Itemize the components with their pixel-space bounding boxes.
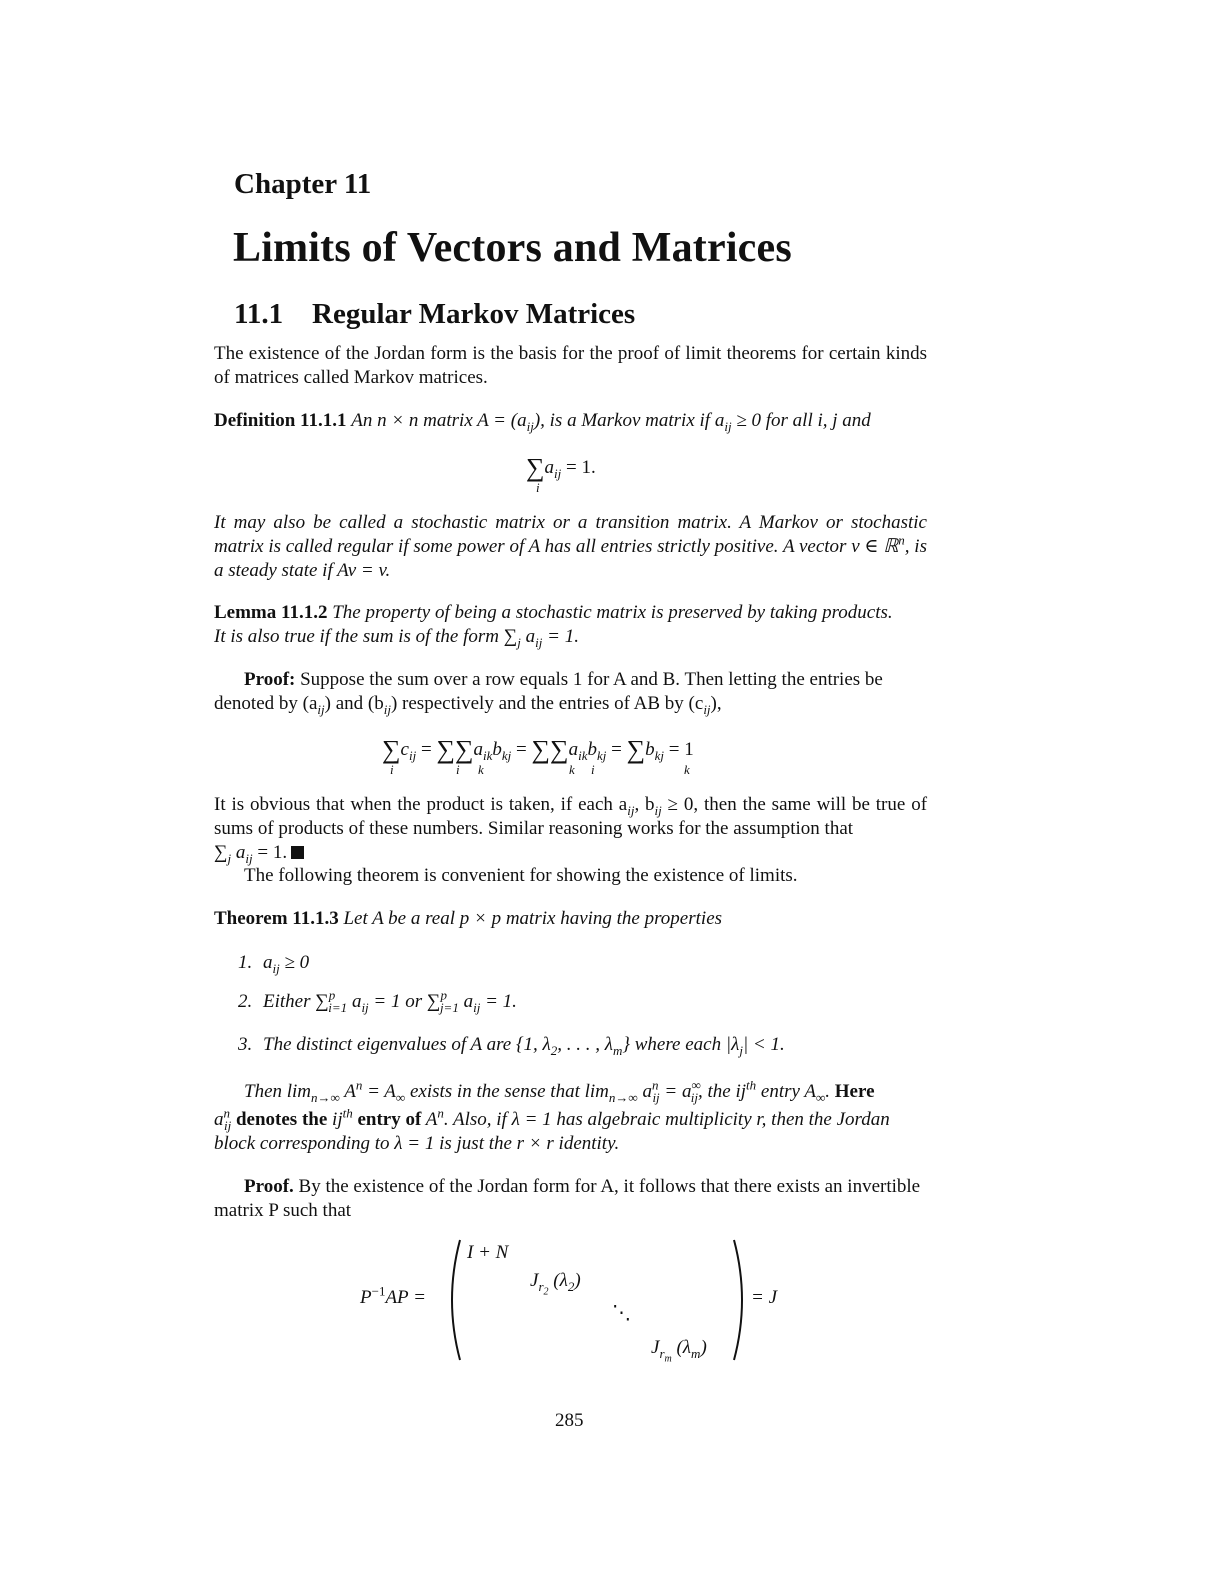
proof-paragraph: Proof: Suppose the sum over a row equals 1 for A and B. Then letting the entries be [244, 669, 883, 690]
proof2-paragraph: Proof. By the existence of the Jordan form for A, it follows that there exists an invertible [244, 1176, 921, 1197]
page-number: 285 [555, 1410, 584, 1431]
definition-display-equation: $\sum a_{ij} = 1$. i [526, 453, 596, 495]
proof-conclusion: It is obvious that when the product is taken, if each $a_{ij}$, $b_{ij} \ge 0$, then the same will be true of sums of products of these numbers. Similar reasoning works for the assumption that $\sum_j$ $a_{ij} = 1$. [214, 794, 928, 866]
proof-line-2: denoted by $(a_{ij})$ and $(b_{ij})$ respectively and the entries of AB by $(c_{ij})$, [214, 693, 722, 717]
theorem-conclusion-line-3: block corresponding to λ = 1 is just the r × r identity. [214, 1133, 620, 1154]
section-number: 11.1 [234, 298, 284, 330]
proof-label: Proof: [244, 669, 296, 690]
lemma-label: Lemma 11.1.2 [214, 602, 328, 623]
definition-label: Definition 11.1.1 [214, 410, 347, 431]
proof2-line-2: matrix P such that [214, 1200, 352, 1221]
theorem-item-1: 1. $a_{ij} \ge 0$ [238, 952, 310, 976]
intro-paragraph: The existence of the Jordan form is the basis for the proof of limit theorems for certain kinds of matrices called Markov matrices. [214, 343, 927, 388]
lemma-paragraph: Lemma 11.1.2 The property of being a stochastic matrix is preserved by taking products. It is also true if the sum is of the form $\sum_j$ $a_{ij} = 1$. [214, 602, 893, 650]
section-title: Regular Markov Matrices [312, 298, 636, 330]
transition-sentence: The following theorem is convenient for showing the existence of limits. [244, 865, 798, 886]
theorem-paragraph: Theorem 11.1.3 Let A be a real p × p matrix having the properties [214, 908, 723, 929]
qed-square-icon [291, 846, 304, 859]
theorem-item-3: 3. The distinct eigenvalues of A are {1, $\lambda_2$, . . . , $\lambda_m$} where each $|\lambda_j| < 1$. [238, 1034, 785, 1058]
theorem-conclusion: Then $\lim_{n\to\infty} A^n = A_\infty$ exists in the sense that $\lim_{n\to\infty} a^n_{ij} = a^\infty_{ij}$, the $ij^{th}$ entry $A_\infty$. Here [244, 1077, 875, 1105]
matrix-entry-1: I + N [467, 1242, 509, 1263]
theorem-item-2: 2. Either ∑$^p_{i=1}$ $a_{ij} = 1$ or ∑$^p_{j=1}$ $a_{ij} = 1$. [238, 987, 517, 1015]
theorem-conclusion-line-2: $a^n_{ij}$ denotes the $ij^{th}$ entry of $A^n$. Also, if λ = 1 has algebraic multiplicity r, then the Jordan [214, 1105, 890, 1133]
definition-continuation: It may also be called a stochastic matrix or a transition matrix. A Markov or stochastic matrix is called regular if some power of A has all entries strictly positive. A vector v ∈ ℝ$^n$, is a steady state if Av = v. [214, 512, 927, 581]
matrix-rhs: = J [751, 1287, 778, 1308]
proof-display-equation: $\sum c_{ij} = \sum\sum a_{ik}b_{kj} = \sum\sum a_{ik}b_{kj} = \sum b_{kj} = 1$ i i k k i k [382, 735, 694, 777]
chapter-title: Limits of Vectors and Matrices [233, 225, 792, 271]
theorem-label: Theorem 11.1.3 [214, 908, 339, 929]
proof2-label: Proof. [244, 1176, 294, 1197]
matrix-lhs: $P^{-1}AP$ = [360, 1283, 426, 1308]
right-paren-icon [722, 1238, 752, 1362]
chapter-label: Chapter 11 [234, 168, 372, 200]
definition-paragraph [214, 409, 927, 433]
matrix-entry-2: $J_{r_2}$ $(\lambda_2)$ [530, 1270, 581, 1298]
matrix-entry-3: $J_{r_m}$ $(\lambda_m)$ [651, 1337, 707, 1365]
matrix-dots: ⋱ [612, 1303, 631, 1324]
definition-text: An n × n matrix $A = (a_{ij})$, is a Markov matrix if $a_{ij} \ge 0$ for all i, j and [351, 410, 871, 434]
section-heading [234, 298, 635, 331]
